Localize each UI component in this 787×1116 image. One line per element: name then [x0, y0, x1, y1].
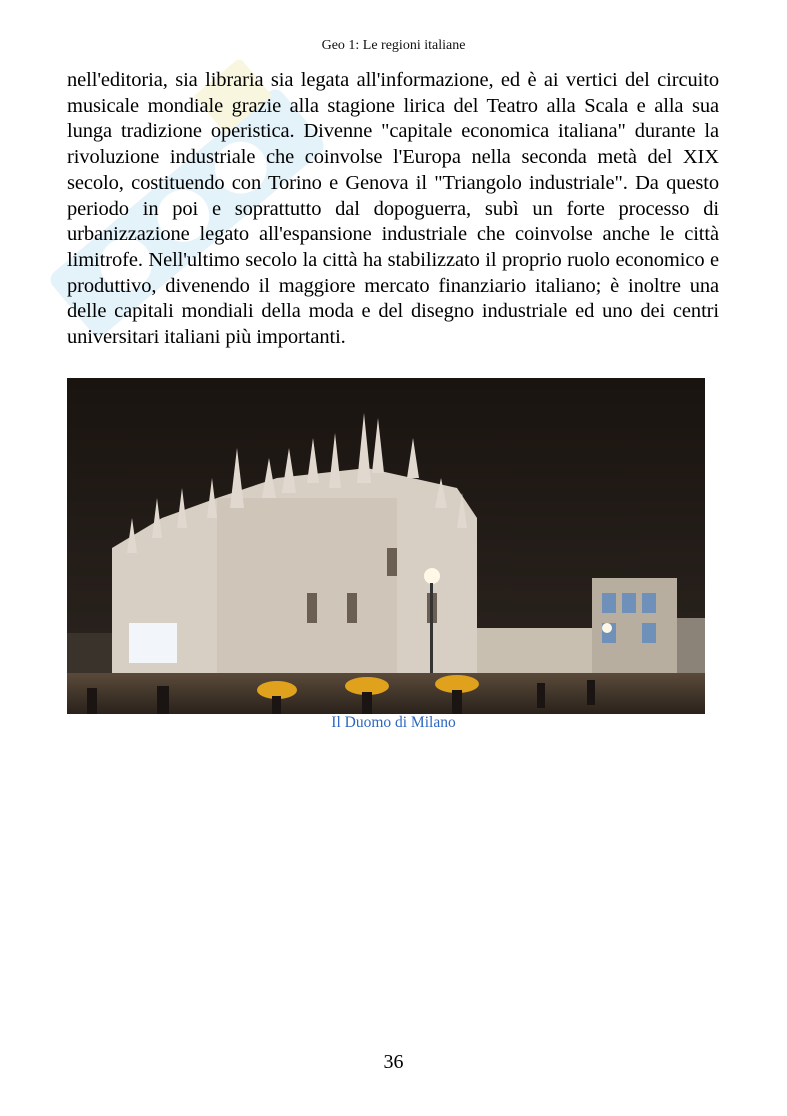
figure-caption: Il Duomo di Milano: [331, 714, 456, 731]
running-header: Geo 1: Le regioni italiane: [321, 38, 466, 53]
duomo-photo: [67, 378, 705, 714]
page-number: 36: [383, 1051, 404, 1073]
body-paragraph: nell'editoria, sia libraria sia legata all'informazione, ed è ai vertici del circuito musicale mondiale grazie alla stagione lirica del Teatro alla Scala e alla sua lunga tradizione operistica. Divenne "capitale economica italiana" durante la rivoluzione industriale che coinvolse l'Europa nella seconda metà del XIX secolo, costituendo con Torino e Genova il "Triangolo industriale". Da questo periodo in poi e soprattutto dal dopoguerra, subì un forte processo di urbanizzazione legato all'espansione industriale che coinvolse anche le città limitrofe. Nell'ultimo secolo la città ha stabilizzato il proprio ruolo economico e produttivo, divenendo il maggiore mercato finanziario italiano; è inoltre una delle capitali mondiali della moda e del disegno industriale ed uno dei centri universitari italiani più importanti.: [67, 69, 719, 349]
